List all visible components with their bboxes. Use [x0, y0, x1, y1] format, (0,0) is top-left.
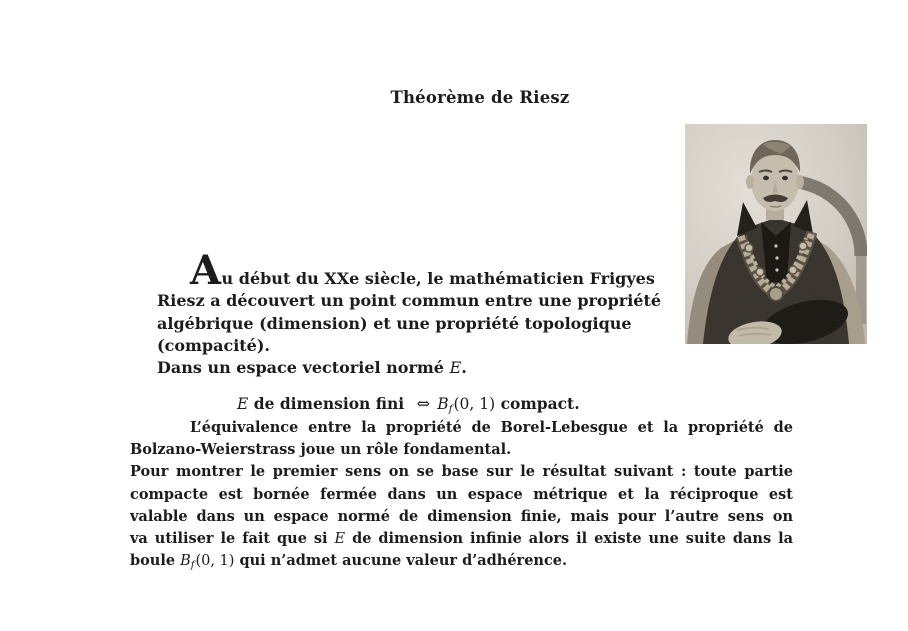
- text-segment: u début du XXe siècle, le mathématicien Frigyes: [221, 269, 655, 288]
- theorem-formula: [237, 394, 580, 413]
- text-line: [130, 528, 793, 550]
- text-segment: Dans un espace vectoriel normé: [157, 358, 450, 378]
- math-variable: E: [334, 531, 346, 548]
- text-segment: va utiliser le fait que si: [130, 530, 335, 548]
- text-line: [157, 247, 687, 294]
- dropcap-letter: A: [190, 247, 222, 294]
- math-arguments: (0, 1): [195, 553, 235, 570]
- iff-arrow-symbol: ⇔: [416, 394, 431, 413]
- riesz-portrait-illustration: [685, 124, 867, 344]
- formula-text: de dimension fini: [253, 394, 405, 413]
- intro-paragraph: [157, 247, 687, 379]
- text-line: [157, 357, 687, 379]
- text-line: compacte est bornée fermée dans un espace métrique et la réciproque est: [130, 485, 793, 503]
- text-line: Bolzano-Weierstrass joue un rôle fondamental.: [130, 441, 512, 459]
- text-line: (compacité).: [157, 335, 270, 355]
- text-segment: boule: [130, 552, 181, 570]
- text-segment: de dimension infinie alors il existe une suite dans la: [345, 530, 793, 548]
- text-line: Pour montrer le premier sens on se base sur le résultat suivant : toute partie: [130, 463, 793, 481]
- formula-text: compact.: [500, 394, 580, 413]
- math-arguments: (0, 1): [453, 395, 496, 413]
- text-segment: qui n’admet aucune valeur d’adhérence.: [234, 552, 568, 570]
- text-line: valable dans un espace normé de dimension finie, mais pour l’autre sens on: [130, 507, 793, 525]
- text-line: L’équivalence entre la propriété de Borel-Lebesgue et la propriété de: [190, 419, 793, 436]
- math-variable: E: [449, 358, 462, 378]
- text-line: Riesz a découvert un point commun entre une propriété: [157, 291, 662, 311]
- text-segment: .: [461, 358, 467, 378]
- text-line: algébrique (dimension) et une propriété topologique: [157, 313, 632, 333]
- math-variable: E: [237, 395, 249, 413]
- riesz-portrait-photo: [685, 124, 867, 344]
- math-subscript: f: [190, 559, 195, 571]
- math-subscript: f: [448, 402, 453, 415]
- math-variable: B: [180, 553, 191, 570]
- text-line: [130, 550, 793, 574]
- math-variable: B: [437, 395, 449, 413]
- body-paragraph: [130, 417, 793, 574]
- page-title: Théorème de Riesz: [390, 88, 570, 107]
